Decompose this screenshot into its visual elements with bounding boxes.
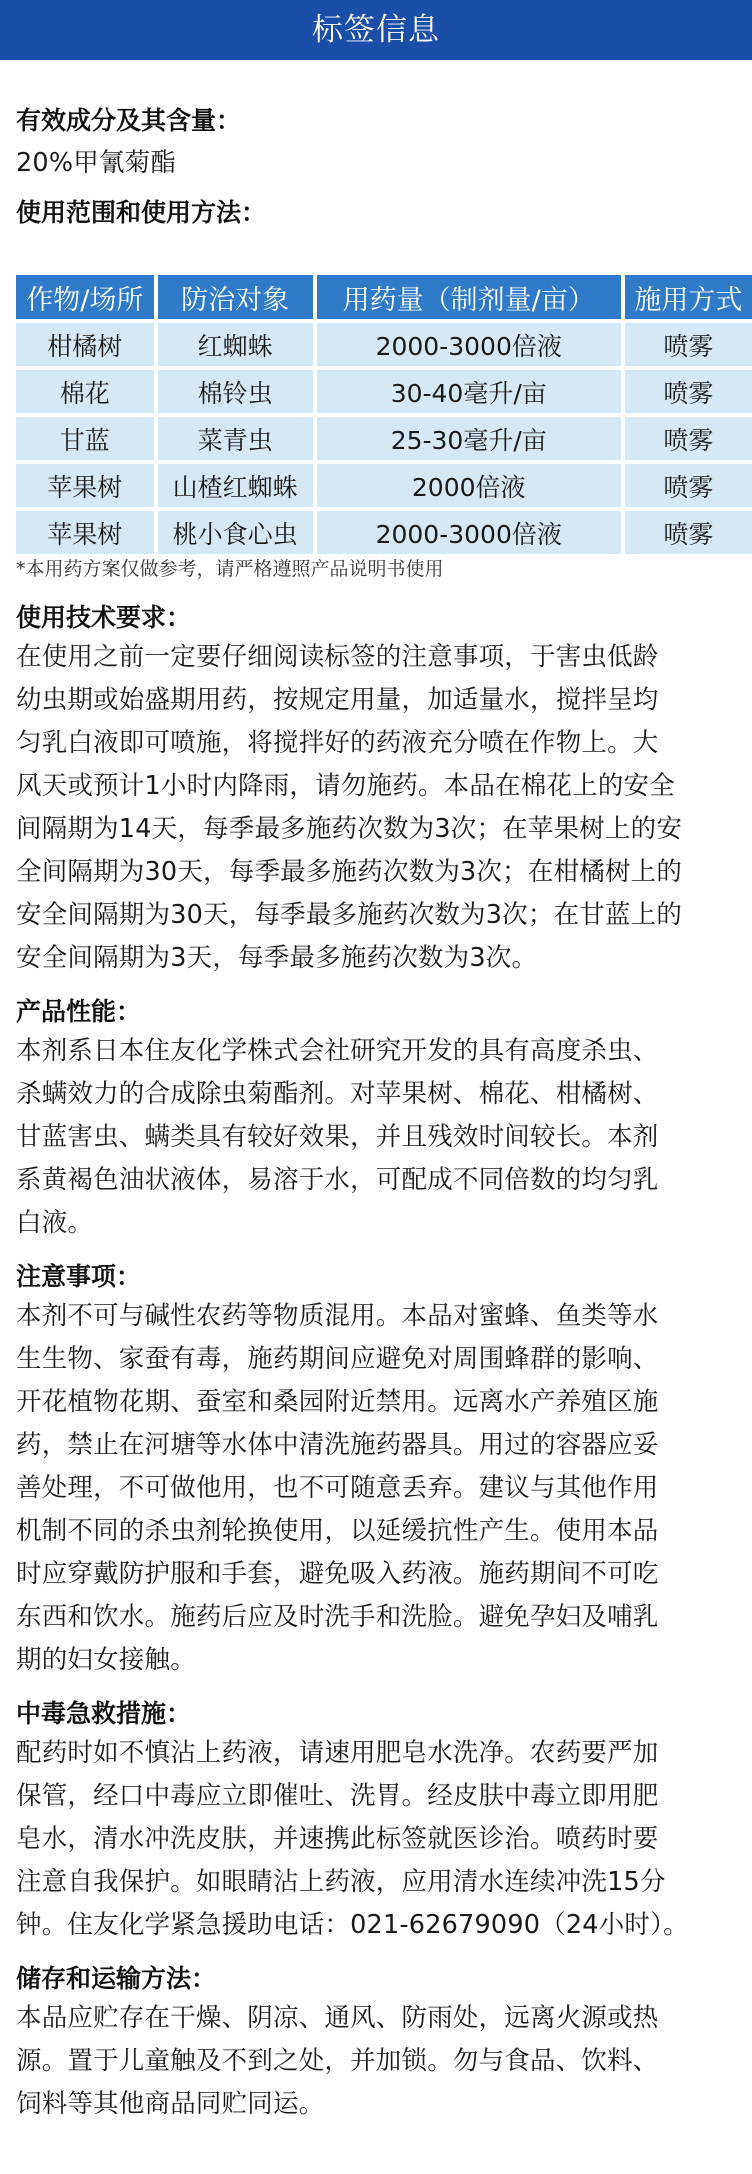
technique-section (16, 600, 736, 980)
cautions-line: 期的妇女接触。 (16, 1645, 196, 1675)
firstaid-line: 注意自我保护。如眼睛沾上药液，应用清水连续冲洗15分 (16, 1867, 666, 1897)
cautions-line: 生生物、家蚕有毒，施药期间应避免对周围蜂群的影响、 (16, 1344, 659, 1374)
cell-target: 红蜘蛛 (158, 323, 313, 366)
performance-line: 白液。 (16, 1208, 94, 1238)
firstaid-line: 钟。住友化学紧急援助电话：021-62679090（24小时）。 (16, 1910, 689, 1940)
firstaid-line: 皂水，清水冲洗皮肤，并速携此标签就医诊治。喷药时要 (16, 1824, 659, 1854)
cautions-line: 时应穿戴防护服和手套，避免吸入药液。施药期间不可吃 (16, 1559, 659, 1589)
storage-line: 本品应贮存在干燥、阴凉、通风、防雨处，远离火源或热 (16, 2003, 659, 2033)
performance-line: 系黄褐色油状液体，易溶于水，可配成不同倍数的均匀乳 (16, 1165, 659, 1195)
column-header-dosage: 用药量（制剂量/亩） (317, 275, 621, 319)
performance-line: 甘蓝害虫、螨类具有较好效果，并且残效时间较长。本剂 (16, 1122, 659, 1152)
page-header (0, 0, 752, 60)
usage-title: 使用范围和使用方法： (16, 198, 267, 227)
cell-target: 山楂红蜘蛛 (158, 464, 313, 507)
cell-crop: 甘蓝 (16, 417, 154, 460)
cell-dosage: 25-30毫升/亩 (317, 417, 621, 460)
cautions-title: 注意事项： (16, 1262, 142, 1291)
technique-body (16, 636, 736, 980)
cell-dosage: 2000倍液 (317, 464, 621, 507)
column-header-crop: 作物/场所 (16, 275, 154, 319)
cautions-section (16, 1259, 736, 1682)
technique-line: 全间隔期为30天，每季最多施药次数为3次；在柑橘树上的 (16, 857, 683, 887)
firstaid-line: 配药时如不慎沾上药液，请速用肥皂水洗净。农药要严加 (16, 1738, 659, 1768)
performance-line: 杀螨效力的合成除虫菊酯剂。对苹果树、棉花、柑橘树、 (16, 1079, 659, 1109)
technique-line: 安全间隔期为30天，每季最多施药次数为3次；在甘蓝上的 (16, 900, 683, 930)
technique-title: 使用技术要求： (16, 603, 192, 632)
cell-crop: 苹果树 (16, 464, 154, 507)
cell-method: 喷雾 (625, 511, 752, 554)
storage-title: 储存和运输方法： (16, 1964, 217, 1993)
cell-dosage: 30-40毫升/亩 (317, 370, 621, 413)
column-header-method: 施用方式 (625, 275, 752, 319)
cell-crop: 柑橘树 (16, 323, 154, 366)
performance-section (16, 994, 736, 1245)
table-row (16, 417, 752, 460)
cell-target: 菜青虫 (158, 417, 313, 460)
ingredient-text: 20%甲氰菊酯 (16, 148, 177, 178)
performance-line: 本剂系日本住友化学株式会社研究开发的具有高度杀虫、 (16, 1036, 659, 1066)
technique-line: 匀乳白液即可喷施，将搅拌好的药液充分喷在作物上。大 (16, 728, 659, 758)
performance-body (16, 1030, 736, 1245)
cell-dosage: 2000-3000倍液 (317, 323, 621, 366)
table-row (16, 323, 752, 366)
ingredient-section (16, 103, 736, 183)
usage-section (16, 195, 743, 582)
cautions-body (16, 1295, 736, 1682)
table-row (16, 464, 752, 507)
cautions-line: 药，禁止在河塘等水体中清洗施药器具。用过的容器应妥 (16, 1430, 659, 1460)
cell-crop: 棉花 (16, 370, 154, 413)
ingredient-title: 有效成分及其含量： (16, 106, 242, 135)
table-row (16, 370, 752, 413)
cell-method: 喷雾 (625, 323, 752, 366)
cautions-line: 本剂不可与碱性农药等物质混用。本品对蜜蜂、鱼类等水 (16, 1301, 659, 1331)
storage-line: 源。置于儿童触及不到之处，并加锁。勿与食品、饮料、 (16, 2046, 659, 2076)
storage-body (16, 1997, 736, 2126)
content (0, 103, 752, 2126)
technique-line: 风天或预计1小时内降雨，请勿施药。本品在棉花上的安全 (16, 771, 675, 801)
storage-section (16, 1961, 736, 2126)
usage-note: *本用药方案仅做参考，请严格遵照产品说明书使用 (16, 558, 444, 580)
storage-line: 饲料等其他商品同贮同运。 (16, 2089, 325, 2119)
cell-target: 棉铃虫 (158, 370, 313, 413)
cautions-line: 机制不同的杀虫剂轮换使用，以延缓抗性产生。使用本品 (16, 1516, 659, 1546)
column-header-target: 防治对象 (158, 275, 313, 319)
table-row (16, 511, 752, 554)
page-title: 标签信息 (312, 12, 440, 48)
technique-line: 在使用之前一定要仔细阅读标签的注意事项，于害虫低龄 (16, 642, 659, 672)
firstaid-title: 中毒急救措施： (16, 1699, 192, 1728)
cell-target: 桃小食心虫 (158, 511, 313, 554)
cell-dosage: 2000-3000倍液 (317, 511, 621, 554)
cautions-line: 开花植物花期、蚕室和桑园附近禁用。远离水产养殖区施 (16, 1387, 659, 1417)
technique-line: 安全间隔期为3天，每季最多施药次数为3次。 (16, 943, 538, 973)
technique-line: 间隔期为14天，每季最多施药次数为3次；在苹果树上的安 (16, 814, 683, 844)
performance-title: 产品性能： (16, 997, 142, 1026)
cell-method: 喷雾 (625, 370, 752, 413)
cautions-line: 善处理，不可做他用，也不可随意丢弃。建议与其他作用 (16, 1473, 659, 1503)
firstaid-section (16, 1696, 736, 1947)
usage-table-wrap (16, 271, 743, 582)
firstaid-body (16, 1732, 736, 1947)
cell-method: 喷雾 (625, 417, 752, 460)
cell-crop: 苹果树 (16, 511, 154, 554)
technique-line: 幼虫期或始盛期用药，按规定用量，加适量水，搅拌呈均 (16, 685, 659, 715)
table-header-row (16, 275, 752, 319)
cautions-line: 东西和饮水。施药后应及时洗手和洗脸。避免孕妇及哺乳 (16, 1602, 659, 1632)
usage-table (12, 271, 752, 558)
firstaid-line: 保管，经口中毒应立即催吐、洗胃。经皮肤中毒立即用肥 (16, 1781, 659, 1811)
cell-method: 喷雾 (625, 464, 752, 507)
